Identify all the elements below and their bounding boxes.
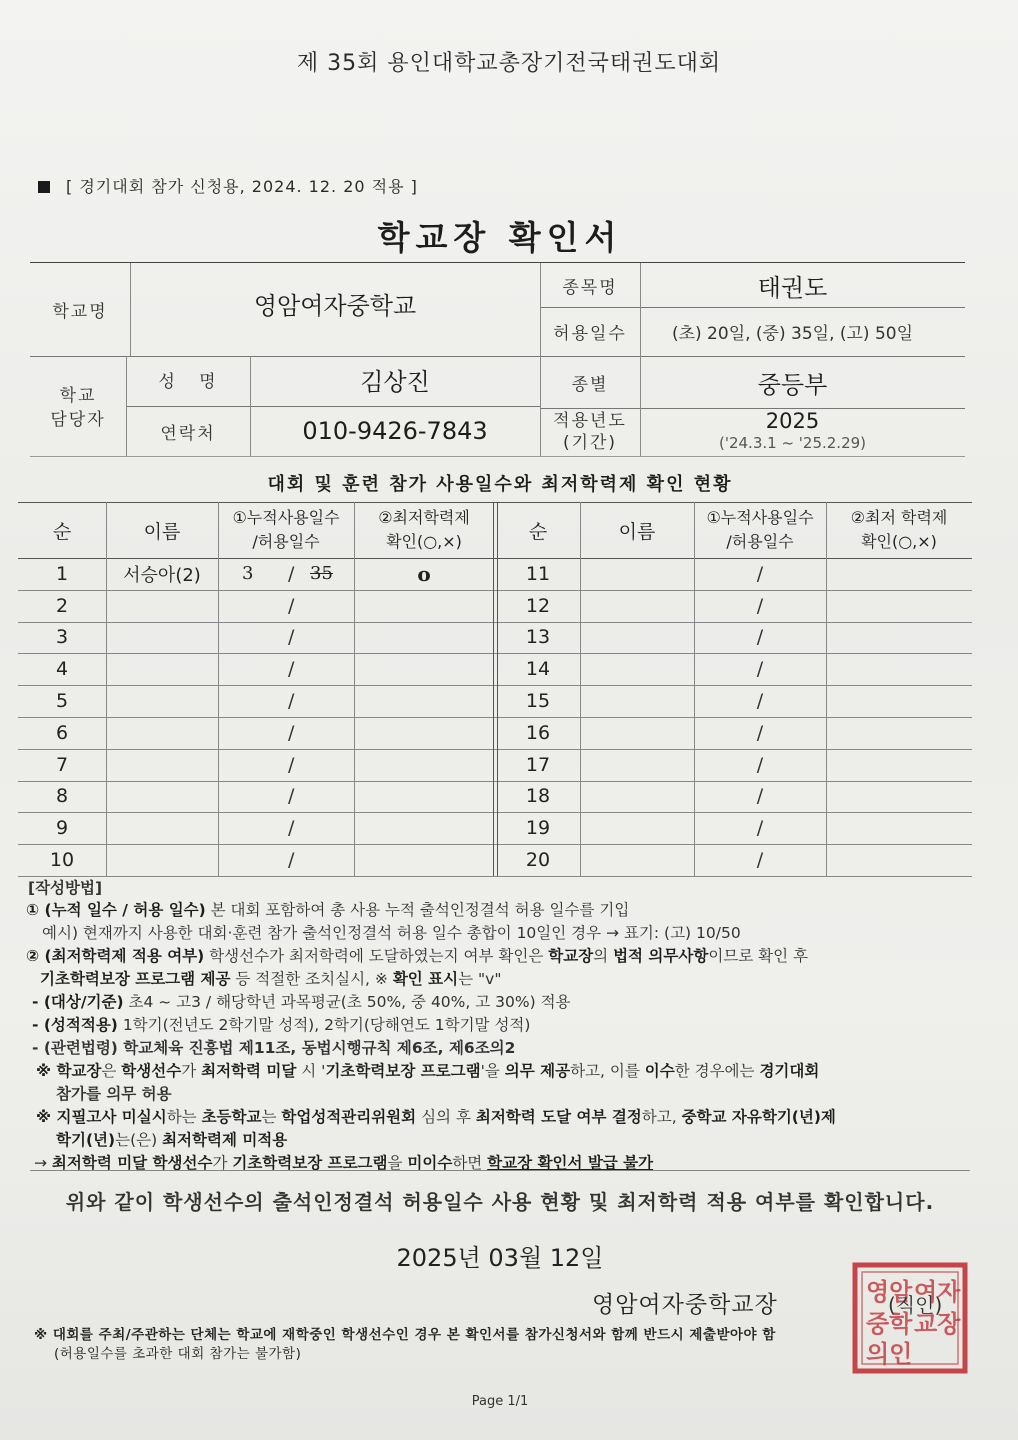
athlete-name (106, 749, 218, 781)
athlete-name (106, 717, 218, 749)
contact-phone-value: 010-9426-7843 (302, 417, 488, 445)
apply-year-value (640, 408, 945, 456)
slash-mark: / (288, 562, 295, 585)
apply-year-label (540, 408, 640, 456)
roster-table (18, 502, 972, 876)
min-grade-check-cell (826, 653, 972, 685)
n2-h: 하고, (641, 1108, 682, 1126)
row-number: 17 (525, 753, 551, 776)
apply-year-label-line1: 적용년도 (553, 411, 627, 431)
athlete-name (580, 844, 694, 876)
n3-a: → (34, 1154, 52, 1172)
school-name-label: 학교명 (52, 302, 108, 322)
event-title: 제 35회 용인대학교총장기전국태권도대회 (296, 51, 722, 76)
athlete-name (580, 781, 694, 813)
n1-k: 이수 (644, 1062, 675, 1080)
min-grade-check-cell (354, 590, 494, 622)
min-grade-check-cell (354, 844, 494, 876)
n1-d: 가 (181, 1062, 202, 1080)
slash-mark: / (288, 626, 295, 649)
school-info-table (30, 262, 965, 458)
footnote-line1: ※ 대회를 주최/주관하는 단체는 학교에 재학중인 학생선수인 경우 본 확인서를 참가신청서와 함께 반드시 제출받아야 함 (34, 1327, 776, 1343)
n2-g: 최저학력 도달 여부 결정 (475, 1108, 642, 1126)
row-number: 10 (49, 849, 75, 872)
days-used-cell (218, 685, 354, 717)
slash-mark: / (288, 753, 295, 776)
min-grade-check-cell (826, 685, 972, 717)
instruction-2 (26, 945, 808, 968)
footnote-line2: (허용일수를 초과한 대회 참가는 불가함) (54, 1346, 302, 1362)
application-note (38, 174, 418, 197)
n1-j: 하고, 이를 (570, 1062, 645, 1080)
instruction-1 (26, 899, 629, 922)
days-used-cell (218, 590, 354, 622)
n3-c: 가 (212, 1154, 233, 1172)
instruction-2-duty: 법적 의무사항 (613, 947, 709, 965)
slash-mark: / (288, 817, 295, 840)
row-number: 16 (525, 721, 551, 744)
n1-a: ※ 학교장 (36, 1062, 102, 1080)
allowed-days-value: (초) 20일, (중) 35일, (고) 50일 (671, 324, 914, 344)
row-number: 5 (55, 690, 69, 713)
row-number: 19 (525, 817, 551, 840)
n3-g: 하면 (452, 1154, 488, 1172)
check-mark-icon: o (417, 561, 431, 586)
days-used-cell (218, 812, 354, 844)
instruction-2b-text: 등 적절한 조치실시, ※ (230, 970, 393, 988)
athlete-name (580, 590, 694, 622)
row-number: 15 (525, 690, 551, 713)
min-grade-check-cell (354, 781, 494, 813)
days-used-cell: / (756, 817, 764, 840)
days-used-cell: / (756, 658, 764, 681)
division-value: 중등부 (757, 370, 828, 399)
contact-group-label-line1: 학교 (59, 386, 97, 406)
athlete-name (106, 844, 218, 876)
n1-i: 의무 제공 (504, 1062, 571, 1080)
event-value: 태권도 (757, 273, 828, 302)
n3-b: 최저학력 미달 학생선수 (51, 1154, 213, 1172)
row-number: 2 (55, 594, 69, 617)
official-seal-stamp (852, 1262, 968, 1374)
athlete-name (580, 717, 694, 749)
svg-text:여자: 여자 (914, 1277, 961, 1306)
days-used-cell (218, 653, 354, 685)
instruction-1-text: 본 대회 포함하여 총 사용 누적 출석인정결석 허용 일수를 기입 (205, 901, 630, 919)
divider (30, 1170, 970, 1171)
instruction-laws: - (관련법령) 학교체육 진흥법 제11조, 동법시행규칙 제6조, 제6조의2 (32, 1039, 516, 1057)
min-grade-check-cell (826, 622, 972, 654)
n2-e: 학업성적관리위원회 (281, 1108, 417, 1126)
instruction-2b-mark: 확인 표시 (392, 970, 459, 988)
instruction-2-particle: 의 (593, 947, 614, 965)
days-used-cell (218, 844, 354, 876)
n3-d: 기초학력보장 프로그램 (232, 1154, 388, 1172)
division-label: 종별 (571, 374, 609, 395)
min-grade-check-cell (826, 781, 972, 813)
confirmation-statement: 위와 같이 학생선수의 출석인정결석 허용일수 사용 현황 및 최저학력 적용 여부를 확인합니다. (65, 1190, 935, 1214)
athlete-name (106, 812, 218, 844)
instruction-target (32, 991, 571, 1014)
n1-h: '을 (480, 1062, 505, 1080)
instruction-target-text: 초4 ~ 고3 / 해당학년 과목평균(초 50%, 중 40%, 고 30%) 적용 (123, 993, 571, 1011)
instruction-2-key: ② (최저학력제 적용 여부) (26, 947, 205, 965)
min-grade-check-cell (826, 558, 972, 590)
athlete-name (106, 653, 218, 685)
n3-h: 학교장 확인서 발급 불가 (487, 1154, 654, 1172)
athlete-name (580, 749, 694, 781)
header-days-left (218, 502, 354, 558)
instruction-note-1 (36, 1060, 819, 1083)
days-allowed: 35 (310, 563, 333, 585)
contact-group-label-line2: 담당자 (50, 410, 106, 430)
instruction-2b (40, 968, 501, 991)
instruction-note-3 (34, 1152, 653, 1175)
instruction-grades-text: 1학기(전년도 2학기말 성적), 2학기(당해연도 1학기말 성적) (117, 1016, 531, 1034)
days-used-cell: / (756, 721, 764, 744)
header-check-line2: 확인(○,×) (386, 532, 462, 551)
document-title: 학교장 확인서 (377, 218, 623, 257)
instruction-2-tail: 이므로 확인 후 (708, 947, 809, 965)
row-number: 11 (525, 562, 551, 585)
header-check-left (354, 502, 494, 558)
days-used-cell (218, 781, 354, 813)
row-number: 13 (525, 626, 551, 649)
instruction-note-2 (36, 1106, 836, 1129)
athlete-name (580, 685, 694, 717)
row-number: 12 (525, 594, 551, 617)
contact-name-label: 성 명 (158, 371, 218, 392)
row-number: 7 (55, 753, 69, 776)
header-check-line1: ②최저학력제 (378, 508, 470, 527)
min-grade-check-cell (826, 590, 972, 622)
apply-year: 2025 (765, 409, 820, 433)
bullet-square-icon (38, 181, 50, 193)
header-days-right-line2: /허용일수 (726, 532, 794, 551)
header-days-right-line1: ①누적사용일수 (706, 508, 814, 527)
min-grade-check-cell (826, 844, 972, 876)
instruction-2-principal: 학교장 (548, 947, 594, 965)
min-grade-check-cell (354, 749, 494, 781)
slash-mark: / (288, 849, 295, 872)
n1-e: 최저학력 미달 (201, 1062, 297, 1080)
days-used-cell: / (756, 562, 764, 585)
instruction-2b-tail: 는 "v" (458, 970, 502, 988)
school-name-value: 영암여자중학교 (253, 291, 417, 320)
row-number: 18 (525, 785, 551, 808)
n2-f: 심의 후 (416, 1108, 476, 1126)
contact-name-value: 김상진 (360, 367, 430, 396)
days-used-cell (218, 749, 354, 781)
instructions-heading: [작성방법] (28, 879, 103, 897)
days-used-cell (218, 622, 354, 654)
days-used-cell (218, 717, 354, 749)
n2b-a: 학기(년) (56, 1131, 116, 1149)
n1-m: 경기대회 (759, 1062, 820, 1080)
row-number: 1 (55, 562, 69, 585)
instruction-target-key: - (대상/기준) (32, 993, 124, 1011)
n3-e: 을 (387, 1154, 408, 1172)
roster-section-title: 대회 및 훈련 참가 사용일수와 최저학력제 확인 현황 (267, 474, 733, 495)
n2-i: 중학교 자유학기(년)제 (681, 1108, 836, 1126)
min-grade-check-cell (826, 749, 972, 781)
slash-mark: / (288, 721, 295, 744)
footnote (34, 1326, 776, 1364)
n1-b: 은 (101, 1062, 122, 1080)
athlete-name (106, 781, 218, 813)
n2-d: 는 (261, 1108, 282, 1126)
header-check-right (826, 502, 972, 558)
n1-g: 기초학력보장 프로그램 (325, 1062, 481, 1080)
event-label: 종목명 (562, 277, 618, 298)
min-grade-check-cell (826, 717, 972, 749)
days-used-cell: / (756, 690, 764, 713)
min-grade-check-cell (826, 812, 972, 844)
min-grade-check-cell (354, 653, 494, 685)
row-number: 9 (55, 817, 69, 840)
issue-date: 2025년 03월 12일 (396, 1244, 604, 1272)
athlete-name (580, 812, 694, 844)
n1-l: 한 경우에는 (674, 1062, 760, 1080)
header-no-left: 순 (52, 520, 72, 543)
n2b-b: 는(은) (115, 1131, 163, 1149)
row-number: 14 (525, 658, 551, 681)
application-note-text: [ 경기대회 참가 신청용, 2024. 12. 20 적용 ] (66, 177, 418, 196)
athlete-name (106, 622, 218, 654)
min-grade-check-cell (354, 685, 494, 717)
header-check-right-line1: ②최저 학력제 (850, 508, 948, 527)
svg-text:중학: 중학 (866, 1309, 913, 1338)
header-name-right: 이름 (618, 520, 656, 543)
instruction-grades-key: - (성적적용) (32, 1016, 118, 1034)
days-used-cell (218, 558, 354, 590)
n2-a: ※ 지필고사 미실시 (36, 1108, 167, 1126)
instruction-grades (32, 1014, 530, 1037)
athlete-name (106, 590, 218, 622)
days-used-cell: / (756, 785, 764, 808)
athlete-name: 서승아(2) (123, 564, 201, 586)
svg-text:의인: 의인 (866, 1339, 913, 1368)
instruction-note-2b (56, 1129, 287, 1152)
min-grade-check-cell (354, 812, 494, 844)
header-days-line2: /허용일수 (252, 532, 320, 551)
allowed-days-label: 허용일수 (553, 324, 627, 344)
apply-year-label-line2: (기간) (562, 433, 618, 453)
svg-text:교장: 교장 (914, 1309, 961, 1338)
athlete-name (106, 685, 218, 717)
instruction-1-key: ① (누적 일수 / 허용 일수) (26, 901, 206, 919)
slash-mark: / (288, 690, 295, 713)
n2-b: 하는 (166, 1108, 202, 1126)
n1-f: 시 ' (296, 1062, 326, 1080)
contact-group-label (30, 363, 126, 453)
days-used-cell: / (756, 849, 764, 872)
header-days-right (694, 502, 826, 558)
seal-label: (직인) (888, 1293, 943, 1317)
row-number: 3 (55, 626, 69, 649)
apply-period: ('24.3.1 ~ '25.2.29) (718, 434, 867, 452)
days-used: 3 (242, 563, 254, 585)
instruction-example: 예시) 현재까지 사용한 대회·훈련 참가 출석인정결석 허용 일수 총합이 10일인 경우 → 표기: (고) 10/50 (42, 924, 741, 942)
header-days-line1: ①누적사용일수 (232, 508, 340, 527)
athlete-name (580, 558, 694, 590)
min-grade-check-cell (354, 717, 494, 749)
principal-name: 영암여자중학교장 (592, 1292, 778, 1318)
n1-c: 학생선수 (121, 1062, 182, 1080)
n3-f: 미이수 (407, 1154, 453, 1172)
page-number: Page 1/1 (471, 1394, 529, 1409)
grid-line (18, 876, 972, 877)
slash-mark: / (288, 658, 295, 681)
athlete-name (580, 653, 694, 685)
days-used-cell: / (756, 626, 764, 649)
days-used-cell: / (756, 594, 764, 617)
header-name-left: 이름 (143, 520, 181, 543)
header-no-right: 순 (528, 520, 548, 543)
min-grade-check-cell (354, 558, 494, 590)
header-check-right-line2: 확인(○,×) (861, 532, 937, 551)
n2b-c: 최저학력제 미적용 (162, 1131, 288, 1149)
min-grade-check-cell (354, 622, 494, 654)
instruction-note-1b: 참가를 의무 허용 (56, 1085, 172, 1103)
row-number: 4 (55, 658, 69, 681)
grid-line (18, 502, 972, 503)
instruction-2-text: 학생선수가 최저학력에 도달하였는지 여부 확인은 (204, 947, 549, 965)
contact-phone-label: 연락처 (160, 423, 216, 444)
slash-mark: / (288, 594, 295, 617)
svg-text:영암: 영암 (866, 1277, 913, 1306)
n2-c: 초등학교 (201, 1108, 262, 1126)
row-number: 8 (55, 785, 69, 808)
athlete-name (580, 622, 694, 654)
row-number: 20 (525, 849, 551, 872)
instruction-2b-program: 기초학력보장 프로그램 제공 (40, 970, 231, 988)
slash-mark: / (288, 785, 295, 808)
days-used-cell: / (756, 753, 764, 776)
row-number: 6 (55, 721, 69, 744)
